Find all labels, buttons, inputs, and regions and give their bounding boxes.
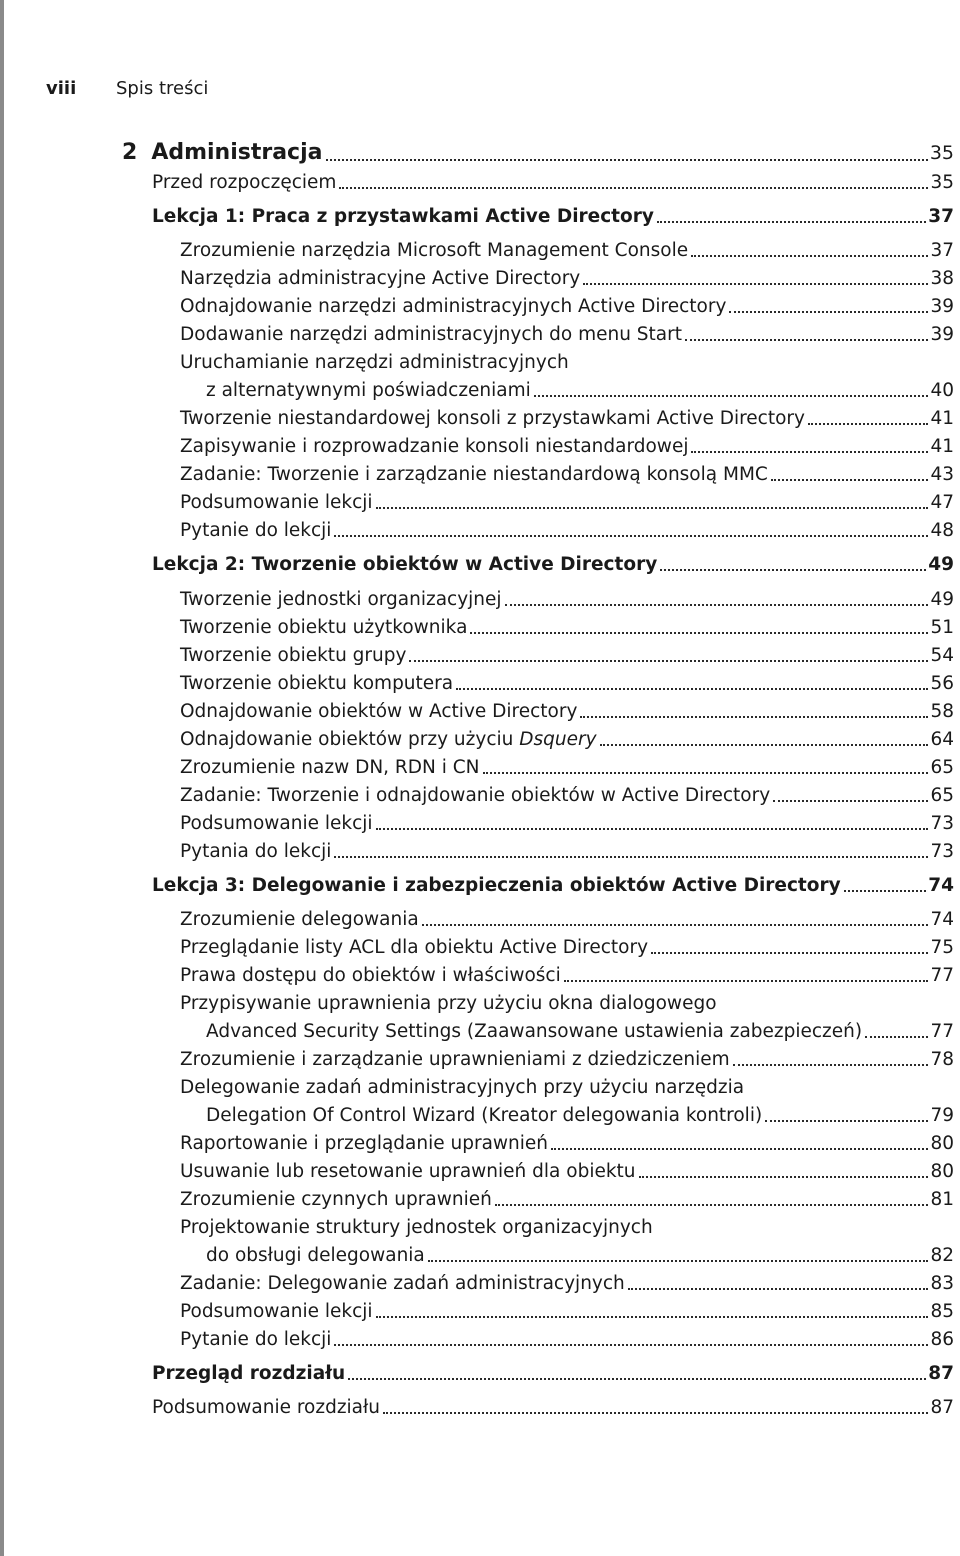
dot-leader bbox=[691, 451, 928, 453]
entry-title: Zrozumienie delegowania bbox=[180, 909, 419, 930]
dot-leader bbox=[600, 744, 929, 746]
dot-leader bbox=[495, 1204, 929, 1206]
dot-leader bbox=[583, 283, 928, 285]
dot-leader bbox=[376, 507, 929, 509]
entry-page: 54 bbox=[930, 645, 954, 666]
toc-entry[interactable] bbox=[180, 1127, 954, 1155]
toc-entry[interactable] bbox=[180, 779, 954, 807]
dot-leader bbox=[765, 1120, 928, 1122]
lesson-page: 74 bbox=[928, 875, 954, 896]
entry-page: 65 bbox=[930, 757, 954, 778]
entry-title: Projektowanie struktury jednostek organizacyjnych bbox=[180, 1217, 653, 1238]
dot-leader bbox=[657, 221, 926, 223]
entry-title-text: Odnajdowanie obiektów przy użyciu bbox=[180, 729, 520, 750]
toc-entry[interactable] bbox=[180, 695, 954, 723]
entry-title: Zadanie: Tworzenie i odnajdowanie obiektów w Active Directory bbox=[180, 785, 771, 806]
entry-title-command: Dsquery bbox=[519, 729, 597, 750]
entry-page: 49 bbox=[930, 589, 954, 610]
entry-title: Dodawanie narzędzi administracyjnych do menu Start bbox=[180, 324, 682, 345]
entry-page: 75 bbox=[930, 937, 954, 958]
entry-page: 73 bbox=[930, 813, 954, 834]
entry-page: 80 bbox=[930, 1161, 954, 1182]
entry-title: Zrozumienie narzędzia Microsoft Management Console bbox=[180, 240, 689, 261]
toc-chapter-review[interactable] bbox=[152, 1357, 954, 1385]
entry-title: Zapisywanie i rozprowadzanie konsoli niestandardowej bbox=[180, 436, 689, 457]
entry-title-continued: Advanced Security Settings (Zaawansowane ustawienia zabezpieczeń) bbox=[206, 1021, 863, 1042]
entry-page: 64 bbox=[930, 729, 954, 750]
dot-leader bbox=[339, 187, 928, 189]
toc-entry[interactable] bbox=[180, 402, 954, 430]
toc-entry[interactable] bbox=[180, 262, 954, 290]
entry-page: 47 bbox=[930, 492, 954, 513]
entry-page: 74 bbox=[930, 909, 954, 930]
entry-title: Pytanie do lekcji bbox=[180, 1329, 332, 1350]
dot-leader bbox=[651, 952, 928, 954]
running-head bbox=[46, 74, 208, 102]
dot-leader bbox=[505, 604, 929, 606]
toc-entry[interactable] bbox=[180, 903, 954, 931]
dot-leader bbox=[456, 688, 928, 690]
dot-leader bbox=[470, 632, 928, 634]
entry-title: Przeglądanie listy ACL dla obiektu Active Directory bbox=[180, 937, 649, 958]
summary-title: Podsumowanie rozdziału bbox=[152, 1397, 380, 1418]
dot-leader bbox=[348, 1378, 926, 1380]
entry-page: 41 bbox=[930, 408, 954, 429]
entry-title: Delegowanie zadań administracyjnych przy użyciu narzędzia bbox=[180, 1077, 745, 1098]
entry-page: 82 bbox=[930, 1245, 954, 1266]
entry-title: Narzędzia administracyjne Active Directory bbox=[180, 268, 581, 289]
entry-page: 35 bbox=[930, 172, 954, 193]
dot-leader bbox=[334, 1344, 928, 1346]
dot-leader bbox=[376, 1316, 929, 1318]
entry-title: Raportowanie i przeglądanie uprawnień bbox=[180, 1133, 549, 1154]
entry-title: Prawa dostępu do obiektów i właściwości bbox=[180, 965, 561, 986]
entry-title: Tworzenie obiektu grupy bbox=[180, 645, 407, 666]
toc-entry[interactable] bbox=[180, 1323, 954, 1351]
entry-page: 81 bbox=[930, 1189, 954, 1210]
entry-title: Przed rozpoczęciem bbox=[152, 172, 337, 193]
entry-page: 78 bbox=[930, 1049, 954, 1070]
dot-leader bbox=[691, 255, 928, 257]
toc-entry[interactable] bbox=[180, 751, 954, 779]
dot-leader bbox=[334, 535, 928, 537]
lesson-title: Lekcja 3: Delegowanie i zabezpieczenia obiektów Active Directory bbox=[152, 875, 841, 896]
summary-page: 87 bbox=[930, 1397, 954, 1418]
toc-entry[interactable] bbox=[180, 583, 954, 611]
entry-title-continued: do obsługi delegowania bbox=[206, 1245, 425, 1266]
toc-entry[interactable] bbox=[152, 166, 954, 194]
entry-title: Zrozumienie i zarządzanie uprawnieniami z dziedziczeniem bbox=[180, 1049, 730, 1070]
entry-page: 39 bbox=[930, 296, 954, 317]
toc-entry[interactable] bbox=[206, 1099, 954, 1127]
entry-title: Usuwanie lub resetowanie uprawnień dla obiektu bbox=[180, 1161, 636, 1182]
entry-title: Uruchamianie narzędzi administracyjnych bbox=[180, 352, 569, 373]
entry-title-continued: z alternatywnymi poświadczeniami bbox=[206, 380, 531, 401]
entry-page: 56 bbox=[930, 673, 954, 694]
entry-title: Podsumowanie lekcji bbox=[180, 813, 373, 834]
entry-page: 37 bbox=[930, 240, 954, 261]
dot-leader bbox=[428, 1260, 929, 1262]
dot-leader bbox=[534, 395, 929, 397]
dot-leader bbox=[564, 980, 929, 982]
entry-page: 65 bbox=[930, 785, 954, 806]
toc-entry[interactable] bbox=[180, 234, 954, 262]
entry-title: Pytanie do lekcji bbox=[180, 520, 332, 541]
entry-title: Przypisywanie uprawnienia przy użyciu okna dialogowego bbox=[180, 993, 717, 1014]
dot-leader bbox=[334, 856, 928, 858]
toc-entry-first-line[interactable] bbox=[180, 1211, 653, 1239]
page-edge-rule bbox=[0, 0, 4, 1556]
entry-title: Zrozumienie nazw DN, RDN i CN bbox=[180, 757, 480, 778]
toc-entry[interactable] bbox=[180, 807, 954, 835]
toc-entry[interactable] bbox=[180, 1183, 954, 1211]
dot-leader bbox=[422, 924, 929, 926]
entry-page: 73 bbox=[930, 841, 954, 862]
entry-title bbox=[180, 729, 597, 751]
toc-lesson[interactable] bbox=[152, 548, 954, 576]
dot-leader bbox=[660, 569, 926, 571]
dot-leader bbox=[580, 716, 928, 718]
entry-title: Pytania do lekcji bbox=[180, 841, 332, 862]
toc-entry[interactable] bbox=[180, 931, 954, 959]
toc-chapter-summary[interactable] bbox=[152, 1391, 954, 1419]
toc-entry-first-line[interactable] bbox=[180, 1071, 744, 1099]
entry-title: Zrozumienie czynnych uprawnień bbox=[180, 1189, 492, 1210]
lesson-title: Lekcja 1: Praca z przystawkami Active Directory bbox=[152, 206, 654, 227]
toc-entry[interactable] bbox=[180, 1043, 954, 1071]
chapter-page: 35 bbox=[929, 142, 954, 164]
entry-page: 38 bbox=[930, 268, 954, 289]
entry-page: 48 bbox=[930, 520, 954, 541]
toc-entry-first-line[interactable] bbox=[180, 987, 717, 1015]
dot-leader bbox=[639, 1176, 929, 1178]
entry-page: 80 bbox=[930, 1133, 954, 1154]
dot-leader bbox=[551, 1148, 928, 1150]
entry-title: Tworzenie jednostki organizacyjnej bbox=[180, 589, 502, 610]
dot-leader bbox=[865, 1036, 928, 1038]
dot-leader bbox=[729, 311, 928, 313]
toc-entry[interactable] bbox=[180, 611, 954, 639]
entry-title: Tworzenie obiektu użytkownika bbox=[180, 617, 468, 638]
dot-leader bbox=[483, 772, 929, 774]
chapter-number: 2 bbox=[122, 140, 138, 165]
toc-entry[interactable] bbox=[180, 514, 954, 542]
toc-entry[interactable] bbox=[180, 959, 954, 987]
entry-page: 83 bbox=[930, 1273, 954, 1294]
entry-page: 86 bbox=[930, 1329, 954, 1350]
toc-entry[interactable] bbox=[180, 667, 954, 695]
toc-entry-first-line[interactable] bbox=[180, 346, 569, 374]
toc-entry[interactable] bbox=[206, 1239, 954, 1267]
entry-title: Podsumowanie lekcji bbox=[180, 1301, 373, 1322]
toc-entry[interactable] bbox=[180, 639, 954, 667]
review-title: Przegląd rozdziału bbox=[152, 1363, 346, 1384]
entry-page: 58 bbox=[930, 701, 954, 722]
lesson-page: 37 bbox=[928, 206, 954, 227]
dot-leader bbox=[326, 159, 928, 161]
dot-leader bbox=[628, 1288, 929, 1290]
entry-page: 79 bbox=[930, 1105, 954, 1126]
dot-leader bbox=[383, 1412, 928, 1414]
entry-page: 41 bbox=[930, 436, 954, 457]
dot-leader bbox=[771, 479, 929, 481]
entry-title: Odnajdowanie narzędzi administracyjnych Active Directory bbox=[180, 296, 727, 317]
toc-entry[interactable] bbox=[180, 486, 954, 514]
entry-page: 77 bbox=[930, 1021, 954, 1042]
entry-page: 40 bbox=[930, 380, 954, 401]
entry-title: Zadanie: Tworzenie i zarządzanie niestandardową konsolą MMC bbox=[180, 464, 768, 485]
toc-entry[interactable] bbox=[180, 1267, 954, 1295]
dot-leader bbox=[773, 800, 928, 802]
toc-entry[interactable] bbox=[206, 1015, 954, 1043]
toc-lesson[interactable] bbox=[152, 869, 954, 897]
toc-lesson[interactable] bbox=[152, 200, 954, 228]
toc-chapter[interactable] bbox=[122, 138, 954, 166]
entry-title: Tworzenie niestandardowej konsoli z przystawkami Active Directory bbox=[180, 408, 805, 429]
entry-page: 39 bbox=[930, 324, 954, 345]
dot-leader bbox=[844, 890, 927, 892]
entry-title-continued: Delegation Of Control Wizard (Kreator delegowania kontroli) bbox=[206, 1105, 763, 1126]
chapter-title: Administracja bbox=[151, 140, 323, 165]
dot-leader bbox=[733, 1064, 929, 1066]
review-page: 87 bbox=[928, 1363, 954, 1384]
toc-entry[interactable] bbox=[180, 1295, 954, 1323]
entry-page: 85 bbox=[930, 1301, 954, 1322]
toc-entry[interactable] bbox=[180, 723, 954, 751]
dot-leader bbox=[685, 339, 928, 341]
entry-page: 51 bbox=[930, 617, 954, 638]
entry-title: Tworzenie obiektu komputera bbox=[180, 673, 454, 694]
entry-page: 77 bbox=[930, 965, 954, 986]
dot-leader bbox=[376, 828, 929, 830]
dot-leader bbox=[409, 660, 928, 662]
dot-leader bbox=[808, 423, 928, 425]
toc-entry[interactable] bbox=[180, 1155, 954, 1183]
toc-entry[interactable] bbox=[180, 835, 954, 863]
toc-entry[interactable] bbox=[180, 318, 954, 346]
page-number: viii bbox=[46, 77, 77, 99]
entry-page: 43 bbox=[930, 464, 954, 485]
toc-entry[interactable] bbox=[180, 430, 954, 458]
entry-title: Odnajdowanie obiektów w Active Directory bbox=[180, 701, 578, 722]
entry-title: Zadanie: Delegowanie zadań administracyjnych bbox=[180, 1273, 625, 1294]
lesson-page: 49 bbox=[928, 554, 954, 575]
toc-entry[interactable] bbox=[180, 458, 954, 486]
lesson-title: Lekcja 2: Tworzenie obiektów w Active Directory bbox=[152, 554, 658, 575]
toc-entry[interactable] bbox=[206, 374, 954, 402]
entry-title: Podsumowanie lekcji bbox=[180, 492, 373, 513]
section-title: Spis treści bbox=[116, 77, 209, 99]
toc-entry[interactable] bbox=[180, 290, 954, 318]
